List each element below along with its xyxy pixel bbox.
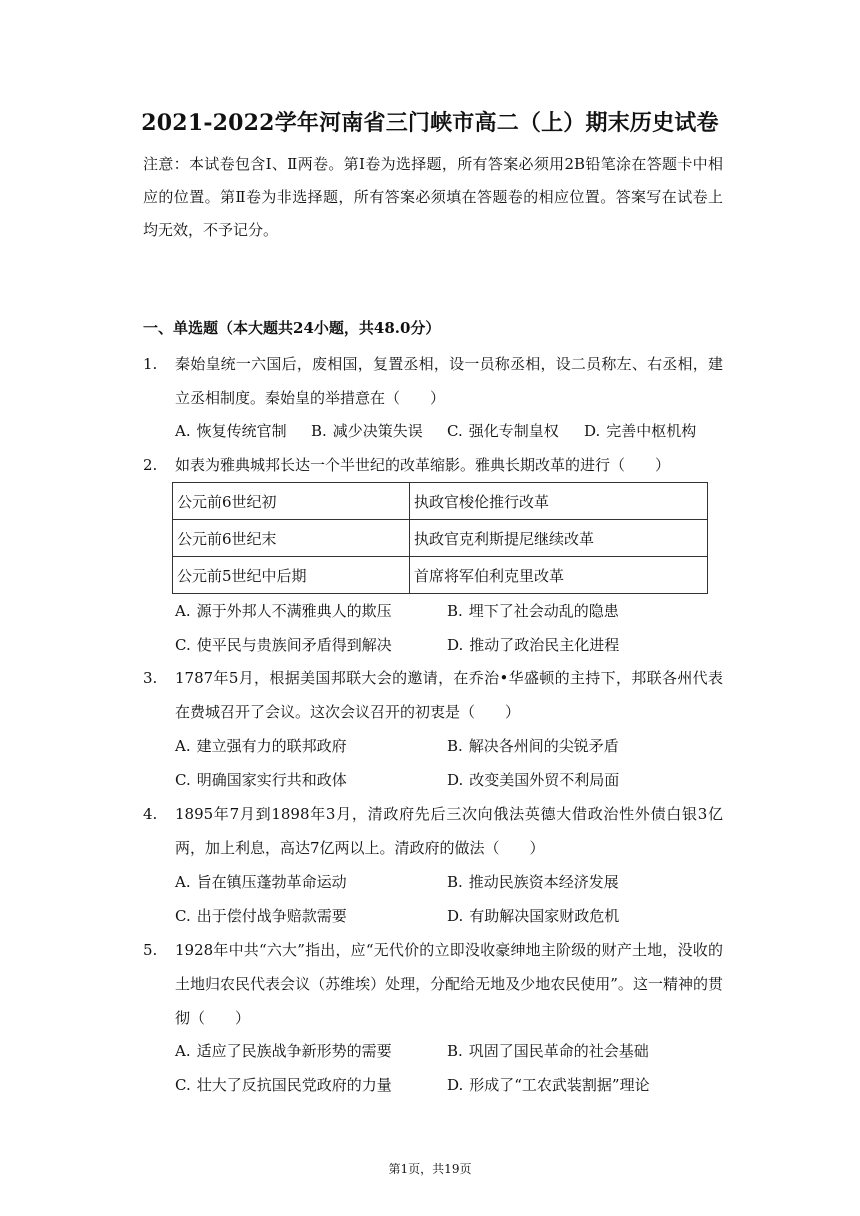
option-c: C. 壮大了反抗国民党政府的力量 (175, 1076, 392, 1094)
table-cell: 公元前6世纪末 (173, 520, 410, 557)
question-number: 5. (143, 941, 158, 959)
question-number: 1. (143, 355, 158, 373)
table-row (173, 520, 708, 557)
option-b: B. 推动民族资本经济发展 (447, 873, 619, 891)
option-b: B. 埋下了社会动乱的隐患 (447, 602, 619, 620)
table-cell: 执政官克利斯提尼继续改革 (410, 520, 708, 557)
section-title: 一、单选题（本大题共24小题，共48.0分） (143, 319, 441, 337)
question-stem: 1787年5月，根据美国邦联大会的邀请，在乔治•华盛顿的主持下，邦联各州代表在费城召开了会议。这次会议召开的初衷是（ ） (175, 669, 723, 721)
question-number: 2. (143, 456, 158, 474)
page-footer: 第1页，共19页 (388, 1162, 472, 1176)
table-cell: 执政官梭伦推行改革 (410, 483, 708, 520)
option-a: A. 恢复传统官制 (175, 422, 287, 440)
question-stem: 1928年中共“六大”指出，应“无代价的立即没收豪绅地主阶级的财产土地，没收的土地归农民代表会议（苏维埃）处理，分配给无地及少地农民使用”。这一精神的贯彻（ ） (175, 941, 723, 1027)
question-number: 4. (143, 805, 158, 823)
question-stem: 秦始皇统一六国后，废相国，复置丞相，设一员称丞相，设二员称左、右丞相，建立丞相制度。秦始皇的举措意在（ ） (175, 355, 723, 407)
option-d: D. 形成了“工农武装割据”理论 (447, 1076, 650, 1094)
table-cell: 首席将军伯利克里改革 (410, 557, 708, 594)
option-d: D. 推动了政治民主化进程 (447, 636, 620, 654)
option-c: C. 明确国家实行共和政体 (175, 771, 347, 789)
question-1 (143, 347, 723, 415)
question-4 (143, 797, 723, 865)
question-stem: 1895年7月到1898年3月，清政府先后三次向俄法英德大借政治性外债白银3亿两，加上利息，高达7亿两以上。清政府的做法（ ） (175, 805, 723, 857)
exam-title: 2021-2022学年河南省三门峡市高二（上）期末历史试卷 (141, 110, 719, 136)
table-cell: 公元前5世纪中后期 (173, 557, 410, 594)
option-a: A. 适应了民族战争新形势的需要 (175, 1042, 392, 1060)
question-number: 3. (143, 669, 158, 687)
question-3 (143, 661, 723, 729)
option-d: D. 完善中枢机构 (584, 422, 697, 440)
option-c: C. 出于偿付战争赔款需要 (175, 907, 347, 925)
option-b: B. 巩固了国民革命的社会基础 (447, 1042, 649, 1060)
option-c: C. 强化专制皇权 (447, 422, 559, 440)
option-b: B. 解决各州间的尖锐矛盾 (447, 737, 619, 755)
option-a: A. 建立强有力的联邦政府 (175, 737, 347, 755)
option-a: A. 源于外邦人不满雅典人的欺压 (175, 602, 392, 620)
table-row (173, 483, 708, 520)
question-2 (143, 448, 723, 482)
option-d: D. 改变美国外贸不利局面 (447, 771, 620, 789)
table-cell: 公元前6世纪初 (173, 483, 410, 520)
table-row (173, 557, 708, 594)
option-d: D. 有助解决国家财政危机 (447, 907, 620, 925)
question-stem: 如表为雅典城邦长达一个半世纪的改革缩影。雅典长期改革的进行（ ） (175, 456, 671, 474)
exam-notice: 注意：本试卷包含Ⅰ、Ⅱ两卷。第Ⅰ卷为选择题，所有答案必须用2B铅笔涂在答题卡中相应的位置。第Ⅱ卷为非选择题，所有答案必须填在答题卷的相应位置。答案写在试卷上均无效，不予记分。 (143, 155, 723, 239)
option-c: C. 使平民与贵族间矛盾得到解决 (175, 636, 392, 654)
option-b: B. 减少决策失误 (311, 422, 423, 440)
reform-table (172, 482, 708, 594)
option-a: A. 旨在镇压蓬勃革命运动 (175, 873, 347, 891)
question-5 (143, 933, 723, 1035)
